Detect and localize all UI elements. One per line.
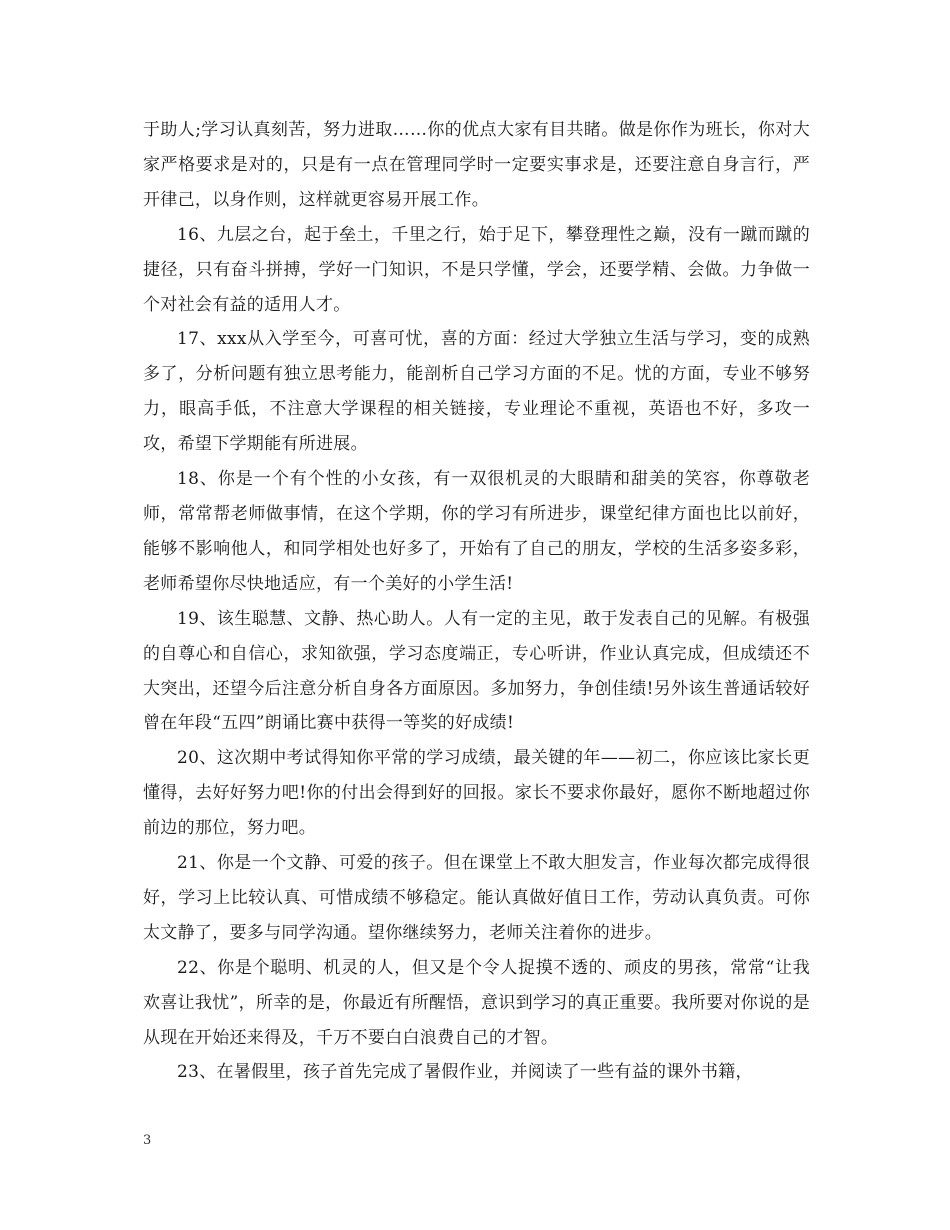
paragraph-19: 19、该生聪慧、文静、热心助人。人有一定的主见，敢于发表自己的见解。有极强的自尊心和自信心，求知欲强，学习态度端正，专心听讲，作业认真完成，但成绩还不大突出，还望今后注意分析自身各方面原因。多加努力，争创佳绩!另外该生普通话较好曾在年段“五四”朗诵比赛中获得一等奖的好成绩! xyxy=(143,608,810,734)
paragraph-20: 20、这次期中考试得知你平常的学习成绩，最关键的年——初二，你应该比家长更懂得，去好好努力吧!你的付出会得到好的回报。家长不要求你最好，愿你不断地超过你前边的那位，努力吧。 xyxy=(143,748,810,839)
paragraph-23: 23、在暑假里，孩子首先完成了暑假作业，并阅读了一些有益的课外书籍， xyxy=(177,1062,753,1083)
paragraph-18: 18、你是一个有个性的小女孩，有一双很机灵的大眼睛和甜美的笑容，你尊敬老师，常常帮老师做事情，在这个学期，你的学习有所进步，课堂纪律方面也比以前好，能够不影响他人，和同学相处也好多了，开始有了自己的朋友，学校的生活多姿多彩，老师希望你尽快地适应，有一个美好的小学生活! xyxy=(143,469,810,594)
paragraph-17: 17、xxx从入学至今，可喜可忧，喜的方面：经过大学独立生活与学习，变的成熟多了，分析问题有独立思考能力，能剖析自己学习方面的不足。忧的方面，专业不够努力，眼高手低，不注意大学课程的相关链接，专业理论不重视，英语也不好，多攻一攻，希望下学期能有所进展。 xyxy=(143,329,810,455)
page-number: 3 xyxy=(143,1133,152,1148)
paragraph-22: 22、你是个聪明、机灵的人，但又是个令人捉摸不透的、顽皮的男孩，常常“让我欢喜让我忧”，所幸的是，你最近有所醒悟，意识到学习的真正重要。我所要对你说的是从现在开始还来得及，千万不要白白浪费自己的才智。 xyxy=(143,957,810,1048)
paragraph-16: 16、九层之台，起于垒土，千里之行，始于足下，攀登理性之巅，没有一蹴而蹴的捷径，只有奋斗拼搏，学好一门知识，不是只学懂，学会，还要学精、会做。力争做一个对社会有益的适用人才。 xyxy=(143,224,810,315)
paragraph-21: 21、你是一个文静、可爱的孩子。但在课堂上不敢大胆发言，作业每次都完成得很好，学习上比较认真、可惜成绩不够稳定。能认真做好值日工作，劳动认真负责。可你太文静了，要多与同学沟通。望你继续努力，老师关注着你的进步。 xyxy=(143,853,810,943)
paragraph-continuation: 于助人;学习认真刻苦，努力进取……你的优点大家有目共睹。做是你作为班长，你对大家严格要求是对的，只是有一点在管理同学时一定要实事求是，还要注意自身言行，严开律己，以身作则，这样就更容易开展工作。 xyxy=(143,120,810,210)
document-body xyxy=(143,113,810,1090)
